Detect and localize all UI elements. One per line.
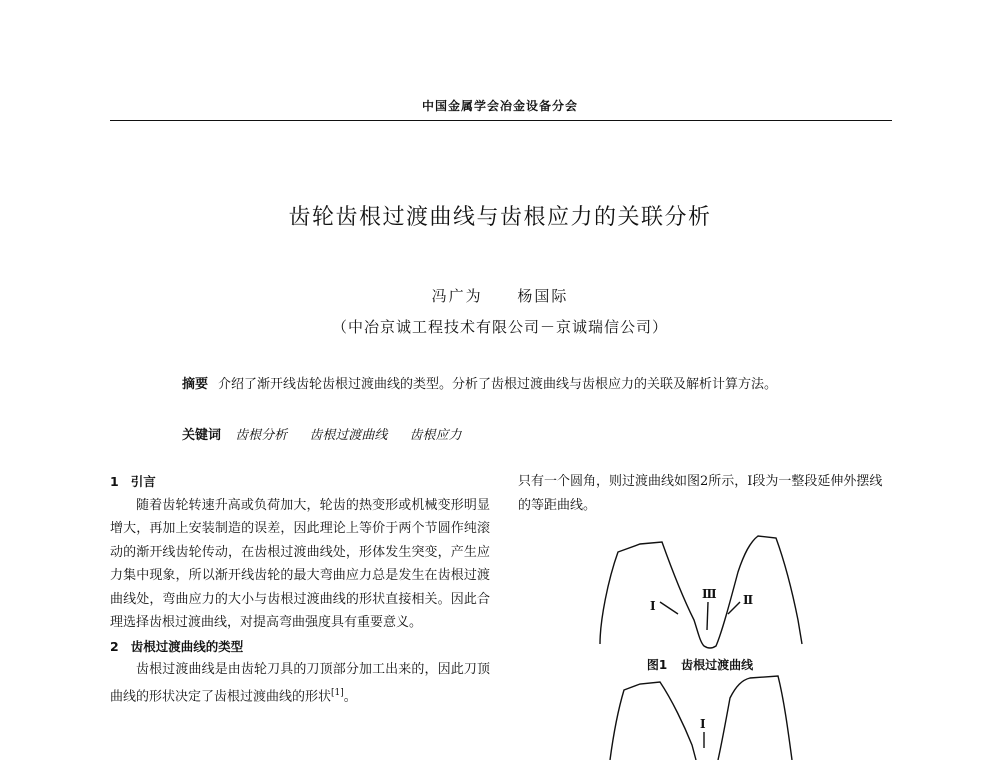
- figure-number: 图1: [646, 658, 668, 672]
- section-heading: [110, 470, 490, 494]
- body-paragraph: 只有一个圆角，则过渡曲线如图2所示，I段为一整段延伸外摆线的等距曲线。: [518, 474, 883, 513]
- figure-label: Ⅲ: [702, 587, 717, 601]
- section-title: 齿根过渡曲线的类型: [130, 638, 244, 654]
- author-affiliation: （中冶京诚工程技术有限公司－京诚瑞信公司）: [331, 318, 668, 336]
- abstract-label: 摘要: [182, 377, 209, 392]
- body-paragraph: [110, 658, 490, 708]
- paragraph-end: 。: [343, 688, 357, 704]
- keywords-label: 关键词: [182, 428, 222, 443]
- header-divider: [110, 120, 892, 121]
- keyword: 齿根分析: [235, 428, 288, 443]
- keyword: 齿根应力: [409, 428, 462, 443]
- figure-caption: [600, 656, 800, 673]
- section-heading: [110, 635, 490, 659]
- abstract: [140, 373, 860, 397]
- author-name: 冯广为: [431, 287, 483, 305]
- abstract-text: 介绍了渐开线齿轮齿根过渡曲线的类型。分析了齿根过渡曲线与齿根应力的关联及解析计算方法。: [218, 377, 778, 392]
- running-header: 中国金属学会冶金设备分会: [421, 99, 578, 113]
- right-column: [518, 470, 894, 517]
- section-number: 1: [110, 474, 119, 489]
- section-title: 引言: [130, 474, 156, 489]
- figure-label: I: [700, 717, 706, 731]
- figure-drawing: [580, 520, 840, 760]
- paragraph-text: 齿根过渡曲线是由齿轮刀具的刀顶部分加工出来的，因此刀顶曲线的形状决定了齿根过渡曲线的形状: [110, 662, 490, 704]
- figure-caption-text: 齿根过渡曲线: [681, 658, 754, 672]
- paper-title: 齿轮齿根过渡曲线与齿根应力的关联分析: [288, 205, 712, 230]
- leader-line: [660, 602, 678, 614]
- left-column: [110, 470, 490, 708]
- keywords: [182, 424, 479, 443]
- citation-reference[interactable]: [1]: [331, 687, 344, 698]
- author-list: [0, 285, 1000, 306]
- body-paragraph: 随着齿轮转速升高或负荷加大，轮齿的热变形或机械变形明显增大，再加上安装制造的误差，因此理论上等价于两个节圆作纯滚动的渐开线齿轮传动，在齿根过渡曲线处，形体发生突变，产生应力集中现象，所以渐开线齿轮的最大弯曲应力总是发生在齿根过渡曲线处，弯曲应力的大小与齿根过渡曲线的形状直接相关。因此合理选择齿根过渡曲线，对提高弯曲强度具有重要意义。: [110, 497, 490, 630]
- section-number: 2: [110, 638, 119, 654]
- figure-label: I: [650, 599, 656, 613]
- keyword: 齿根过渡曲线: [309, 428, 388, 443]
- leader-line: [707, 602, 708, 630]
- figure-label: Ⅱ: [743, 593, 754, 607]
- gear-tooth-profile-1: [600, 536, 802, 648]
- author-name: 杨国际: [517, 287, 569, 305]
